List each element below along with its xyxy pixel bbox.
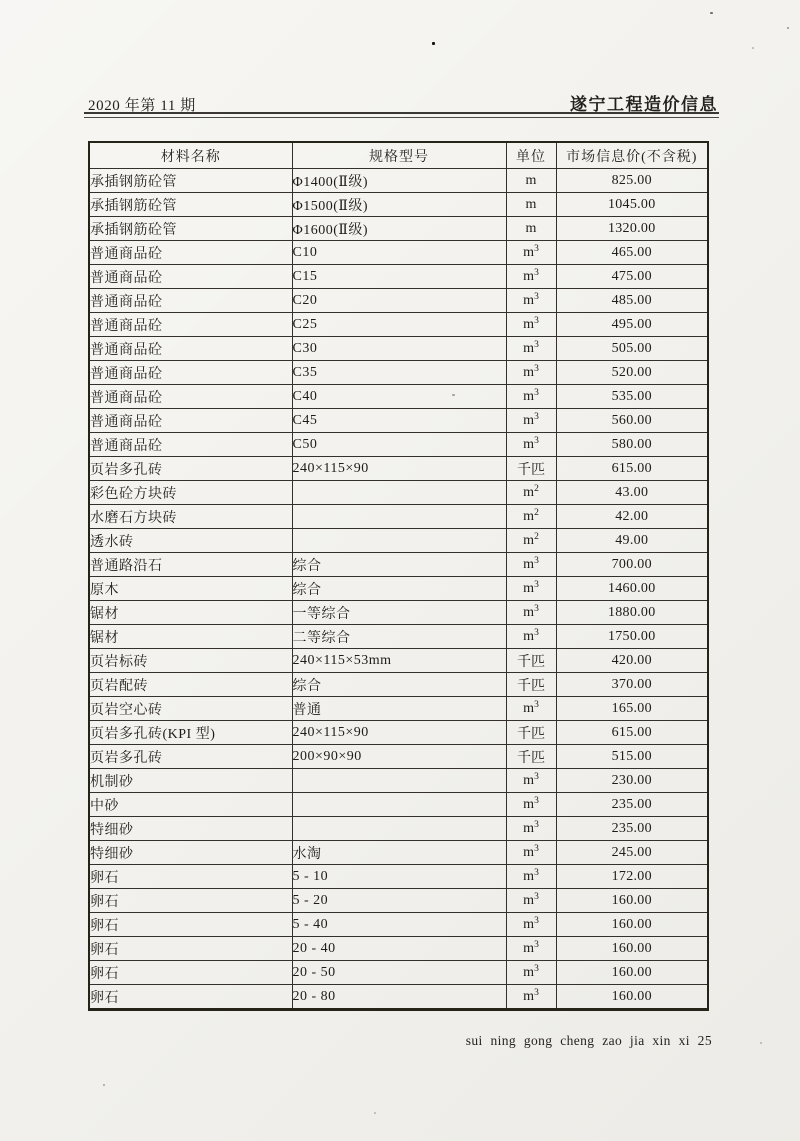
table-row [89,265,708,289]
cell-spec: 综合 [292,673,506,697]
cell-unit: $m^3$ [506,913,556,937]
cell-spec: 20 - 50 [292,961,506,985]
cell-price: 700.00 [556,553,708,577]
table-row [89,361,708,385]
cell-price: 615.00 [556,721,708,745]
unit-superscript: 3 [534,387,539,398]
unit-superscript: 3 [534,699,539,710]
table-row [89,409,708,433]
scan-speck [710,12,713,14]
cell-spec: C30 [292,337,506,361]
cell-unit: $m^3$ [506,961,556,985]
unit-superscript: 3 [534,891,539,902]
table-row [89,793,708,817]
cell-name: 锯材 [89,625,292,649]
cell-name: 卵石 [89,985,292,1010]
cell-price: 1045.00 [556,193,708,217]
price-table-body [89,169,708,1010]
header-row [89,142,708,169]
cell-unit: $m^3$ [506,577,556,601]
cell-spec: C20 [292,289,506,313]
table-row [89,217,708,241]
table-row [89,745,708,769]
cell-price: 825.00 [556,169,708,193]
cell-name: 卵石 [89,865,292,889]
table-row [89,313,708,337]
cell-name: 普通商品砼 [89,337,292,361]
cell-unit: $m^3$ [506,793,556,817]
cell-name: 普通商品砼 [89,361,292,385]
cell-spec: C35 [292,361,506,385]
cell-unit: $m^3$ [506,625,556,649]
table-row [89,481,708,505]
cell-spec: Φ1600(Ⅱ级) [292,217,506,241]
cell-name: 页岩空心砖 [89,697,292,721]
cell-name: 卵石 [89,961,292,985]
cell-unit: $m^3$ [506,601,556,625]
cell-name: 卵石 [89,913,292,937]
cell-spec: 200×90×90 [292,745,506,769]
unit-superscript: 3 [534,603,539,614]
cell-spec: 5 - 20 [292,889,506,913]
table-row [89,913,708,937]
table-row [89,985,708,1010]
cell-spec: 一等综合 [292,601,506,625]
cell-name: 普通商品砼 [89,265,292,289]
unit-superscript: 3 [534,795,539,806]
table-row [89,289,708,313]
cell-price: 160.00 [556,985,708,1010]
table-row [89,193,708,217]
material-price-table [88,141,709,1011]
table-row [89,889,708,913]
table-row [89,241,708,265]
unit-superscript: 2 [534,531,539,542]
table-row [89,601,708,625]
cell-unit: 千匹 [506,721,556,745]
cell-spec [292,505,506,529]
price-table-header [89,142,708,169]
scan-speck [760,1042,762,1044]
cell-spec: C50 [292,433,506,457]
cell-unit: $m^2$ [506,481,556,505]
unit-superscript: 2 [534,483,539,494]
cell-name: 普通路沿石 [89,553,292,577]
cell-price: 580.00 [556,433,708,457]
cell-name: 机制砂 [89,769,292,793]
unit-superscript: 3 [534,267,539,278]
unit-superscript: 3 [534,843,539,854]
cell-spec: C45 [292,409,506,433]
cell-price: 160.00 [556,961,708,985]
cell-price: 615.00 [556,457,708,481]
cell-unit: $m^3$ [506,553,556,577]
cell-unit: $m^3$ [506,889,556,913]
cell-price: 1750.00 [556,625,708,649]
col-header-market-price: 市场信息价(不含税) [556,142,708,169]
cell-price: 465.00 [556,241,708,265]
cell-name: 中砂 [89,793,292,817]
cell-spec [292,793,506,817]
cell-spec: 240×115×90 [292,457,506,481]
table-row [89,937,708,961]
cell-name: 普通商品砼 [89,241,292,265]
cell-unit: $m^3$ [506,697,556,721]
table-row [89,721,708,745]
cell-unit: $m^3$ [506,937,556,961]
unit-superscript: 3 [534,243,539,254]
cell-unit: $m^3$ [506,817,556,841]
table-row [89,337,708,361]
cell-name: 水磨石方块砖 [89,505,292,529]
scan-speck [752,47,754,49]
cell-unit: $m^3$ [506,361,556,385]
unit-superscript: 3 [534,987,539,998]
cell-price: 370.00 [556,673,708,697]
table-row [89,673,708,697]
cell-price: 49.00 [556,529,708,553]
unit-superscript: 3 [534,963,539,974]
cell-unit: 千匹 [506,649,556,673]
cell-name: 锯材 [89,601,292,625]
unit-superscript: 3 [534,435,539,446]
cell-unit: $m^2$ [506,529,556,553]
cell-spec [292,817,506,841]
col-header-spec-model: 规格型号 [292,142,506,169]
cell-price: 520.00 [556,361,708,385]
cell-price: 505.00 [556,337,708,361]
table-row [89,649,708,673]
cell-spec: 20 - 80 [292,985,506,1010]
table-row [89,577,708,601]
cell-price: 1320.00 [556,217,708,241]
table-row [89,697,708,721]
cell-price: 160.00 [556,913,708,937]
cell-spec [292,769,506,793]
cell-spec [292,481,506,505]
unit-superscript: 3 [534,939,539,950]
unit-superscript: 3 [534,915,539,926]
table-row [89,385,708,409]
cell-unit: $m^3$ [506,241,556,265]
table-row [89,625,708,649]
table-row [89,817,708,841]
cell-unit: $m^3$ [506,265,556,289]
cell-name: 透水砖 [89,529,292,553]
cell-price: 485.00 [556,289,708,313]
cell-unit: $m^3$ [506,337,556,361]
cell-price: 230.00 [556,769,708,793]
cell-spec: 5 - 10 [292,865,506,889]
cell-unit: 千匹 [506,673,556,697]
cell-unit: $m^3$ [506,865,556,889]
table-row [89,529,708,553]
cell-spec: 240×115×53mm [292,649,506,673]
cell-spec: C10 [292,241,506,265]
publication-title: 遂宁工程造价信息 [570,95,718,114]
cell-name: 普通商品砼 [89,409,292,433]
cell-spec: 5 - 40 [292,913,506,937]
cell-name: 特细砂 [89,841,292,865]
cell-name: 普通商品砼 [89,289,292,313]
cell-price: 515.00 [556,745,708,769]
table-row [89,433,708,457]
cell-unit: $m^3$ [506,289,556,313]
col-header-unit: 单位 [506,142,556,169]
cell-unit: $m^3$ [506,385,556,409]
cell-unit: $m^3$ [506,409,556,433]
table-row [89,457,708,481]
cell-name: 彩色砼方块砖 [89,481,292,505]
cell-unit: 千匹 [506,745,556,769]
cell-unit: 千匹 [506,457,556,481]
cell-price: 535.00 [556,385,708,409]
cell-name: 普通商品砼 [89,313,292,337]
table-row [89,505,708,529]
unit-superscript: 3 [534,315,539,326]
cell-price: 160.00 [556,937,708,961]
scan-speck [452,394,455,396]
table-row [89,961,708,985]
cell-spec: 综合 [292,553,506,577]
cell-unit: m [506,193,556,217]
unit-superscript: 3 [534,771,539,782]
unit-superscript: 2 [534,507,539,518]
cell-name: 卵石 [89,889,292,913]
cell-price: 172.00 [556,865,708,889]
scan-speck [787,27,789,29]
cell-price: 475.00 [556,265,708,289]
page-footer-romanization: sui ning gong cheng zao jia xin xi 25 [465,1033,712,1048]
cell-spec: 20 - 40 [292,937,506,961]
col-header-material-name: 材料名称 [89,142,292,169]
table-row [89,169,708,193]
cell-spec: 普通 [292,697,506,721]
cell-price: 165.00 [556,697,708,721]
cell-name: 承插钢筋砼管 [89,217,292,241]
unit-superscript: 3 [534,411,539,422]
cell-name: 页岩多孔砖 [89,457,292,481]
unit-superscript: 3 [534,819,539,830]
table-row [89,865,708,889]
cell-unit: $m^3$ [506,985,556,1010]
cell-unit: $m^3$ [506,313,556,337]
unit-superscript: 3 [534,555,539,566]
cell-price: 235.00 [556,817,708,841]
cell-price: 495.00 [556,313,708,337]
cell-price: 43.00 [556,481,708,505]
table-row [89,553,708,577]
cell-price: 420.00 [556,649,708,673]
cell-spec: 水淘 [292,841,506,865]
cell-price: 160.00 [556,889,708,913]
cell-name: 页岩多孔砖 [89,745,292,769]
cell-unit: m [506,169,556,193]
cell-unit: $m^3$ [506,433,556,457]
cell-unit: $m^3$ [506,769,556,793]
unit-superscript: 3 [534,867,539,878]
cell-spec: 二等综合 [292,625,506,649]
unit-superscript: 3 [534,291,539,302]
cell-unit: $m^2$ [506,505,556,529]
cell-price: 1460.00 [556,577,708,601]
cell-spec: Φ1500(Ⅱ级) [292,193,506,217]
cell-price: 1880.00 [556,601,708,625]
scan-speck [103,1084,105,1086]
scan-speck [432,42,435,45]
cell-spec: Φ1400(Ⅱ级) [292,169,506,193]
cell-spec: C15 [292,265,506,289]
cell-name: 普通商品砼 [89,433,292,457]
masthead-double-rule [84,112,719,118]
cell-price: 245.00 [556,841,708,865]
cell-spec: C40 [292,385,506,409]
cell-name: 页岩标砖 [89,649,292,673]
cell-name: 页岩配砖 [89,673,292,697]
cell-price: 560.00 [556,409,708,433]
cell-spec [292,529,506,553]
table-row [89,769,708,793]
cell-unit: m [506,217,556,241]
cell-name: 页岩多孔砖(KPI 型) [89,721,292,745]
cell-spec: 综合 [292,577,506,601]
cell-price: 42.00 [556,505,708,529]
cell-spec: 240×115×90 [292,721,506,745]
cell-name: 承插钢筋砼管 [89,193,292,217]
unit-superscript: 3 [534,627,539,638]
table-row [89,841,708,865]
unit-superscript: 3 [534,579,539,590]
scan-speck [374,1112,376,1114]
cell-name: 特细砂 [89,817,292,841]
cell-name: 普通商品砼 [89,385,292,409]
unit-superscript: 3 [534,339,539,350]
unit-superscript: 3 [534,363,539,374]
cell-price: 235.00 [556,793,708,817]
cell-name: 原木 [89,577,292,601]
cell-name: 卵石 [89,937,292,961]
cell-unit: $m^3$ [506,841,556,865]
issue-label: 2020 年第 11 期 [88,98,196,114]
cell-name: 承插钢筋砼管 [89,169,292,193]
cell-spec: C25 [292,313,506,337]
